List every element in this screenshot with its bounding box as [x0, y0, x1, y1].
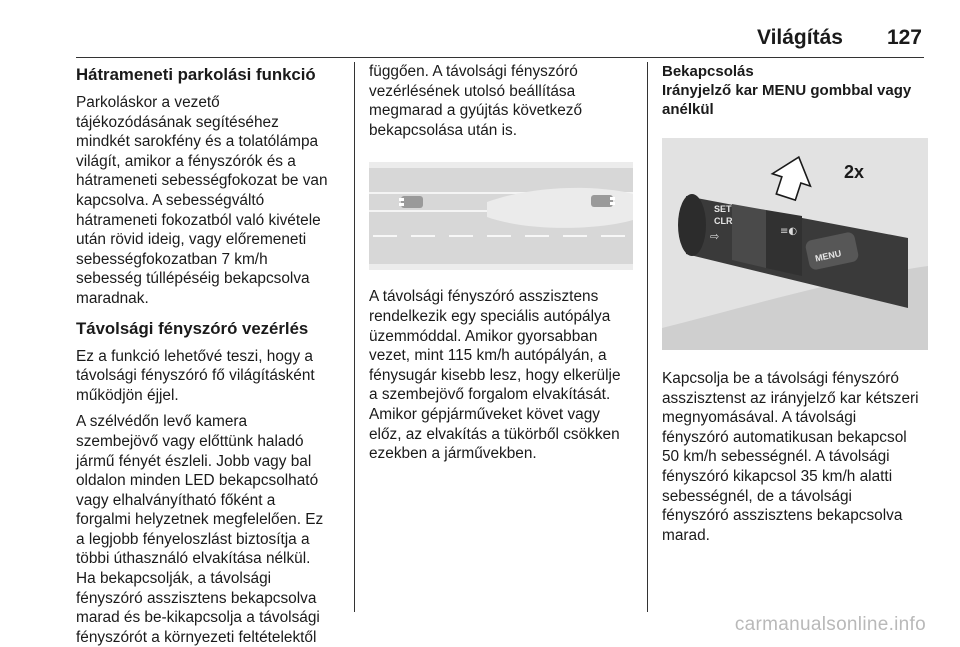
text-line: működjön éjjel.: [76, 386, 179, 404]
text-line: maradnak.: [76, 289, 149, 307]
text-line: Ez a funkció lehetővé teszi, hogy a: [76, 347, 313, 365]
text-line: megmarad a gyújtás következő: [369, 102, 583, 120]
text-line: A távolsági fényszóró asszisztens: [369, 288, 599, 306]
set-label: SET: [714, 204, 732, 214]
paragraph: [76, 412, 344, 647]
text-line: fényszórót a környezeti feltételektől: [76, 628, 317, 646]
text-line: oldalon minden LED bekapcsolható: [76, 472, 319, 490]
paragraph: [369, 287, 633, 463]
text-line: vezet, mint 115 km/h autópályán, a: [369, 347, 607, 365]
text-line: hátrameneti fokozatból való kivétele: [76, 211, 321, 229]
column-2: [369, 62, 633, 464]
text-line: Ha bekapcsolják, a távolsági: [76, 570, 272, 588]
text-line: sebesség túllépéséig bekapcsolva: [76, 270, 310, 288]
text-line: tájékozódásának segítéséhez: [76, 113, 279, 131]
header-divider: [76, 57, 924, 58]
text-line: többi úthasználó elvakítása nélkül.: [76, 550, 311, 568]
text-line: függően. A távolsági fényszóró: [369, 63, 578, 80]
text-line: Irányjelző kar MENU gombbal vagy: [662, 82, 912, 99]
paragraph: [369, 62, 633, 140]
text-line: ezekben a járművekben.: [369, 445, 537, 463]
paragraph: [76, 347, 344, 406]
text-line: szembejövő vagy előttünk haladó: [76, 432, 304, 450]
column-divider-1: [354, 62, 355, 612]
text-line: Amikor gépjárműveket követ vagy: [369, 405, 600, 423]
text-line: fényszóró automatikusan bekapcsol: [662, 428, 907, 446]
watermark: carmanualsonline.info: [734, 614, 926, 635]
text-line: 50 km/h sebességnél. A távolsági: [662, 448, 890, 466]
menu-label: MENU: [814, 248, 843, 264]
high-beam-icon: ≡◐: [780, 226, 798, 237]
page-header: [757, 26, 922, 54]
text-line: A szélvédőn levő kamera: [76, 413, 248, 431]
heading-high-beam-control: Távolsági fényszóró vezérlés: [76, 318, 309, 338]
press-count-label: 2x: [844, 162, 865, 182]
section-title: Világítás: [756, 26, 843, 49]
text-line: sebességfokozatban 7 km/h: [76, 250, 268, 268]
heading-reverse-parking: Hátrameneti parkolási funkció: [76, 65, 316, 84]
turn-signal-lever-illustration: [662, 138, 928, 350]
heading-activation: Bekapcsolás: [662, 63, 754, 80]
text-line: anélkül: [662, 101, 714, 118]
text-line: marad.: [662, 526, 710, 544]
text-line: asszisztenst az irányjelző kar kétszeri: [662, 389, 919, 407]
text-line: után rövid ideig, vagy előremeneti: [76, 231, 307, 249]
clr-label: CLR: [714, 216, 733, 226]
text-line: fényszóró asszisztens bekapcsolva: [76, 589, 317, 607]
text-line: vezérlésének utolsó beállítása: [369, 82, 576, 100]
text-line: a legjobb fényeloszlást biztosítja a: [76, 530, 310, 548]
text-line: hátrameneti sebességfokozat be van: [76, 172, 328, 190]
arrow-icon: ⇨: [710, 230, 720, 243]
text-line: forgalmi helyzetnek megfelelően. Ez: [76, 511, 324, 529]
text-line: rendelkezik egy speciális autópálya: [369, 307, 611, 325]
paragraph: [76, 93, 344, 309]
text-line: sebességnél, de a távolsági: [662, 487, 852, 505]
text-line: jármű fényét észleli. Jobb vagy bal: [76, 452, 312, 470]
text-line: fényszóró asszisztens bekapcsolva: [662, 507, 903, 525]
text-line: fénysugár kisebb lesz, hogy elkerülje: [369, 366, 621, 384]
page-number: 127: [886, 26, 922, 49]
text-line: vagy elhalványítható főként a: [76, 491, 276, 509]
column-1: [76, 62, 344, 647]
text-line: fényszóró kikapcsol 35 km/h alatti: [662, 467, 893, 485]
text-line: a szembejövő forgalom elvakítását.: [369, 386, 611, 404]
text-line: Parkoláskor a vezető: [76, 94, 220, 111]
column-3: [662, 62, 928, 545]
text-line: kapcsolva. A sebességváltó: [76, 191, 265, 209]
text-line: távolsági fényszóró fő világításként: [76, 367, 315, 385]
column-divider-2: [647, 62, 648, 612]
text-line: bekapcsolása után is.: [369, 121, 518, 139]
text-line: üzemmóddal. Amikor gyorsabban: [369, 327, 598, 345]
highway-beam-illustration: [369, 162, 633, 270]
text-line: Kapcsolja be a távolsági fényszóró: [662, 370, 899, 387]
heading-turn-signal-lever: [662, 81, 928, 119]
paragraph: [662, 369, 928, 545]
text-line: mindkét sarokfény és a tolatólámpa: [76, 133, 319, 151]
text-line: megnyomásával. A távolsági: [662, 409, 857, 427]
text-line: világít, amikor a fényszórók és a: [76, 152, 296, 170]
text-line: előz, az elvakítás a tükörből csökken: [369, 425, 620, 443]
text-line: marad és be-kikapcsolja a távolsági: [76, 609, 320, 627]
